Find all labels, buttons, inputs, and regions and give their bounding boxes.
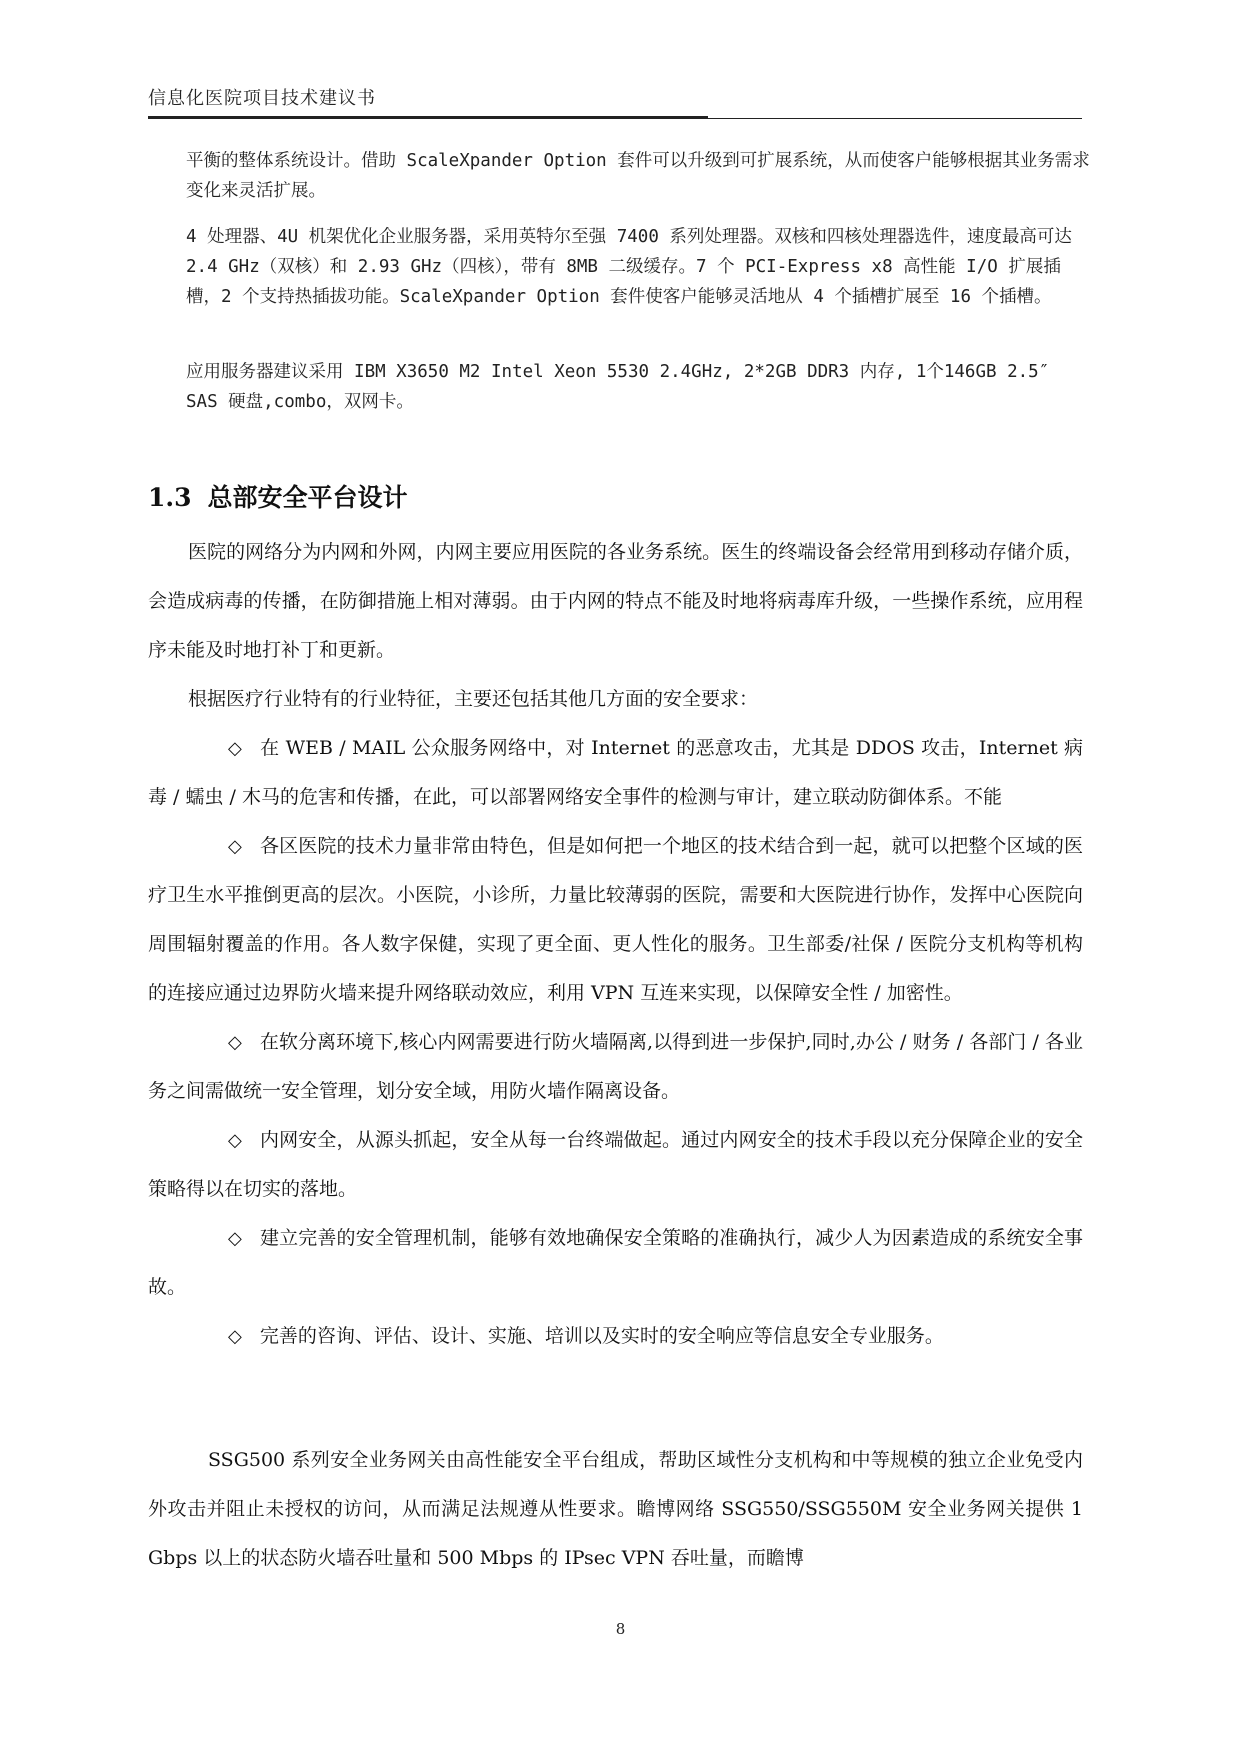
section-intro-text: 医院的网络分为内网和外网，内网主要应用医院的各业务系统。医生的终端设备会经常用到移动存储介质，会造成病毒的传播，在防御措施上相对薄弱。由于内网的特点不能及时地将病毒库升级，一些操作系统，应用程序未能及时地打补丁和更新。	[148, 541, 1083, 661]
list-item-text: 在 WEB / MAIL 公众服务网络中，对 Internet 的恶意攻击，尤其是 DDOS 攻击，Internet 病毒 / 蠕虫 / 木马的危害和传播，在此，可以部署网络安全事件的检测与审计，建立联动防御体系。不能	[148, 737, 1083, 808]
intro-paragraph-1-text: 平衡的整体系统设计。借助 ScaleXpander Option 套件可以升级到可扩展系统，从而使客户能够根据其业务需求变化来灵活扩展。	[186, 151, 1090, 201]
diamond-bullet-icon: ◇	[228, 738, 242, 759]
intro-paragraph-2	[186, 222, 1091, 312]
ssg-paragraph-text: SSG500 系列安全业务网关由高性能安全平台组成，帮助区域性分支机构和中等规模的独立企业免受内外攻击并阻止未授权的访问，从而满足法规遵从性要求。瞻博网络 SSG550/SSG550M 安全业务网关提供 1 Gbps 以上的状态防火墙吞吐量和 500 Mbps 的 IPsec VPN 吞吐量，而瞻博	[148, 1449, 1083, 1569]
diamond-bullet-icon: ◇	[228, 1228, 242, 1249]
intro-paragraph-1	[186, 146, 1091, 206]
diamond-bullet-icon: ◇	[228, 1032, 242, 1053]
requirements-lead-text: 根据医疗行业特有的行业特征，主要还包括其他几方面的安全要求：	[188, 688, 759, 710]
list-item-text: 内网安全，从源头抓起，安全从每一台终端做起。通过内网安全的技术手段以充分保障企业的安全策略得以在切实的落地。	[148, 1129, 1083, 1200]
list-item-text: 建立完善的安全管理机制，能够有效地确保安全策略的准确执行，减少人为因素造成的系统安全事故。	[148, 1227, 1083, 1298]
ssg-paragraph	[148, 1436, 1083, 1583]
document-title: 信息化医院项目技术建议书	[148, 88, 376, 109]
list-item	[148, 822, 1083, 1018]
list-item	[148, 1116, 1083, 1214]
section-heading	[148, 478, 408, 514]
list-item	[148, 1312, 1083, 1361]
list-item	[148, 724, 1083, 822]
diamond-bullet-icon: ◇	[228, 1326, 242, 1347]
intro-paragraph-2-text: 4 处理器、4U 机架优化企业服务器，采用英特尔至强 7400 系列处理器。双核和四核处理器选件，速度最高可达 2.4 GHz（双核）和 2.93 GHz（四核），带有 8MB 二级缓存。7 个 PCI-Express x8 高性能 I/O 扩展插槽，2 个支持热插拔功能。ScaleXpander Option 套件使客户能够灵活地从 4 个插槽扩展至 16 个插槽。	[186, 227, 1072, 307]
list-item	[148, 1214, 1083, 1312]
diamond-bullet-icon: ◇	[228, 1130, 242, 1151]
intro-paragraph-3	[186, 357, 1091, 417]
list-item-text: 在软分离环境下,核心内网需要进行防火墙隔离,以得到进一步保护,同时,办公 / 财务 / 各部门 / 各业务之间需做统一安全管理，划分安全域，用防火墙作隔离设备。	[148, 1031, 1083, 1102]
list-item-text: 完善的咨询、评估、设计、实施、培训以及实时的安全响应等信息安全专业服务。	[259, 1325, 944, 1347]
diamond-bullet-icon: ◇	[228, 836, 242, 857]
requirements-lead	[148, 675, 1083, 724]
section-intro	[148, 528, 1083, 675]
list-item	[148, 1018, 1083, 1116]
page-number: 8	[615, 1620, 626, 1638]
section-number: 1.3	[148, 483, 192, 512]
section-title: 总部安全平台设计	[207, 483, 408, 512]
page-header	[148, 84, 1082, 110]
list-item-text: 各区医院的技术力量非常由特色，但是如何把一个地区的技术结合到一起，就可以把整个区域的医疗卫生水平推倒更高的层次。小医院，小诊所，力量比较薄弱的医院，需要和大医院进行协作，发挥中心医院向周围辐射覆盖的作用。各人数字保健，实现了更全面、更人性化的服务。卫生部委/社保 / 医院分支机构等机构的连接应通过边界防火墙来提升网络联动效应，利用 VPN 互连来实现，以保障安全性 / 加密性。	[148, 835, 1083, 1004]
intro-paragraph-3-text: 应用服务器建议采用 IBM X3650 M2 Intel Xeon 5530 2.4GHz, 2*2GB DDR3 内存, 1个146GB 2.5″ SAS 硬盘,combo，双网卡。	[186, 362, 1050, 412]
requirements-list	[148, 724, 1083, 1361]
header-rule	[148, 118, 1082, 119]
